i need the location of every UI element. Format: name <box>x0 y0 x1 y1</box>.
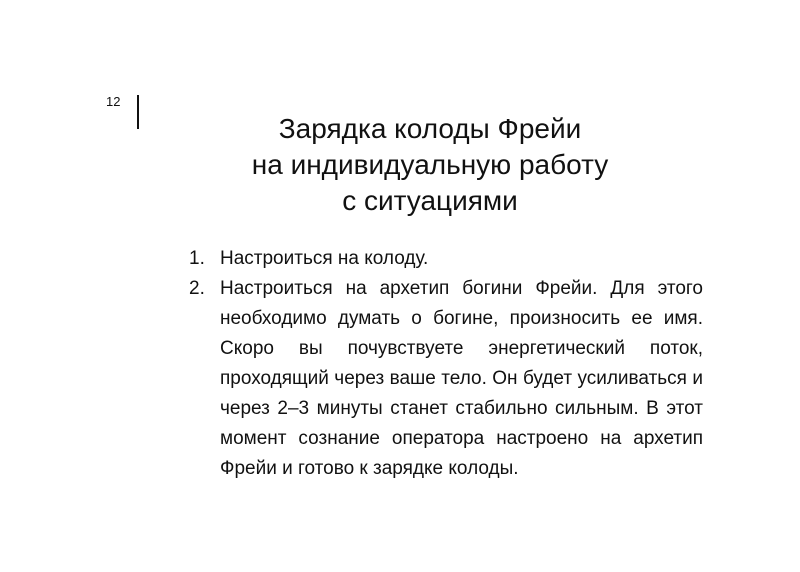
list-item <box>183 244 703 274</box>
step-number: 1. <box>189 248 205 269</box>
step-number: 2. <box>189 278 205 299</box>
page-number-rule <box>137 95 139 129</box>
page-title <box>200 111 660 219</box>
page-number: 12 <box>106 94 121 109</box>
page-title-line: Зарядка колоды Фрейи <box>278 112 582 144</box>
steps-list <box>183 244 703 484</box>
page-title-line: на индивидуальную работу <box>251 148 609 180</box>
page-title-line: с ситуациями <box>342 184 518 216</box>
step-text: Настроиться на колоду. <box>220 248 429 269</box>
step-text: Настроиться на архетип богини Фрейи. Для этого необходимо думать о богине, произносить ее имя. Скоро вы почувствуете энергетический поток, проходящий через ваше тело. Он будет усиливаться и через 2–3 минуты станет стабильно сильным. В этот момент сознание оператора настроено на архетип Фрейи и готово к зарядке колоды. <box>220 278 703 479</box>
list-item <box>183 274 703 484</box>
